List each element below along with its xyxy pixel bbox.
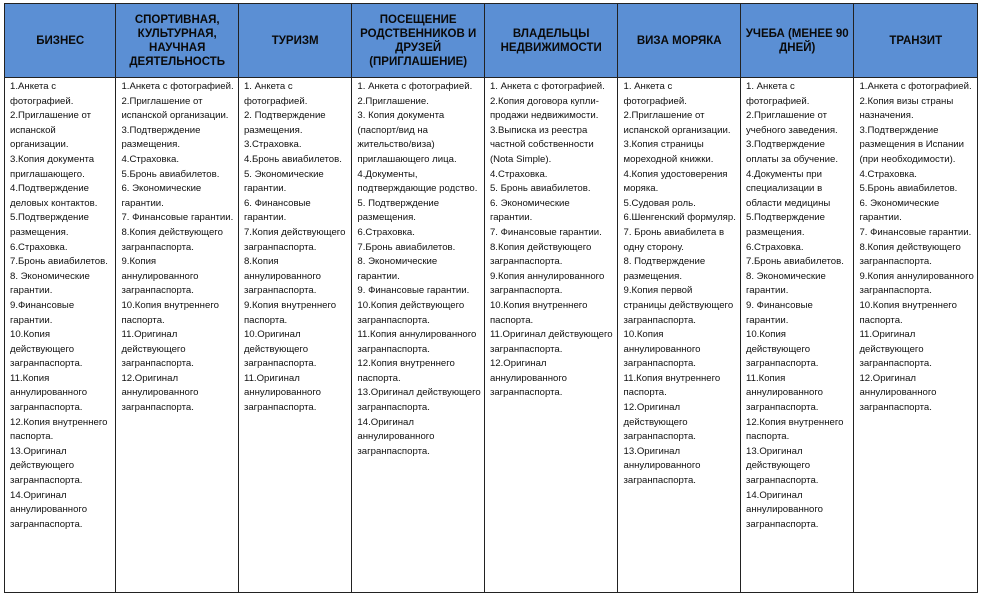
visa-documents-table-wrapper	[4, 3, 978, 593]
requirement-item: 14.Оригинал аннулированного загранпаспорта.	[745, 489, 826, 530]
column-visiting-relatives	[352, 78, 485, 593]
requirement-item: 5.Подтверждение размещения.	[10, 212, 92, 238]
requirement-item: 4.Бронь авиабилетов.	[243, 153, 342, 165]
requirement-item: 1. Анкета с фотографией.	[489, 81, 605, 92]
header-transit: ТРАНЗИТ	[854, 4, 978, 78]
requirement-item: 6. Экономические гарантии.	[489, 197, 573, 224]
requirement-item: 10.Оригинал действующего загранпаспорта.	[243, 329, 317, 370]
requirement-item: 6. Экономические гарантии.	[121, 183, 204, 209]
header-row	[5, 4, 978, 78]
requirement-item: 10.Копия внутреннего паспорта.	[859, 299, 960, 326]
column-property-owners	[484, 78, 618, 593]
requirement-item: 9.Финансовые гарантии.	[10, 299, 77, 326]
requirement-item: 9.Копия первой страницы действующего загранпаспорта.	[623, 285, 736, 326]
requirement-item: 3.Выписка из реестра частной собственности (Nota Simple).	[489, 124, 597, 165]
requirement-item: 7. Бронь авиабилета в одну сторону.	[623, 226, 727, 253]
requirement-item: 1.Анкета с фотографией.	[121, 81, 234, 92]
requirement-item: 11.Оригинал действующего загранпаспорта.	[121, 329, 194, 370]
requirement-item: 3. Копия документа (паспорт/вид на жительство/виза) приглашающего лица.	[357, 110, 457, 165]
requirement-item: 12.Оригинал аннулированного загранпаспорта.	[489, 358, 570, 399]
header-visiting-relatives: ПОСЕЩЕНИЕ РОДСТВЕННИКОВ И ДРУЗЕЙ (ПРИГЛАШЕНИЕ)	[352, 4, 485, 78]
requirement-item: 8. Экономические гарантии.	[10, 270, 93, 297]
requirement-item: 6.Страховка.	[357, 226, 415, 238]
requirement-item: 4.Страховка.	[121, 153, 179, 165]
requirement-item: 6.Страховка.	[10, 241, 68, 253]
requirement-item: 8.Копия действующего загранпаспорта.	[859, 241, 964, 268]
requirement-item: 11.Копия внутреннего паспорта.	[623, 372, 723, 399]
requirement-item: 10.Копия действующего загранпаспорта.	[745, 329, 819, 370]
requirement-item: 2.Приглашение от испанской организации.	[121, 95, 229, 122]
header-sport-culture-science: СПОРТИВНАЯ, КУЛЬТУРНАЯ, НАУЧНАЯ ДЕЯТЕЛЬНОСТЬ	[116, 4, 239, 78]
requirement-item: 13.Оригинал действующего загранпаспорта.	[745, 445, 819, 487]
requirement-item: 4.Документы при специализации в области медицины	[745, 168, 831, 209]
requirement-item: 5.Судовая роль.	[623, 197, 696, 209]
requirement-item: 10.Копия внутреннего паспорта.	[121, 299, 222, 326]
column-transit	[854, 78, 978, 593]
requirement-item: 2.Копия договора купли-продажи недвижимости.	[489, 95, 599, 122]
requirement-item: 9.Копия внутреннего паспорта.	[243, 299, 339, 326]
requirement-item: 7.Копия действующего загранпаспорта.	[243, 226, 349, 253]
requirement-item: 8.Копия действующего загранпаспорта.	[121, 226, 226, 253]
header-business: БИЗНЕС	[5, 4, 116, 78]
requirement-item: 2.Приглашение от учебного заведения.	[745, 110, 838, 136]
requirement-item: 3.Копия страницы мореходной книжки.	[623, 139, 714, 165]
requirement-item: 11.Оригинал аннулированного загранпаспорта.	[243, 372, 324, 414]
requirement-item: 7. Финансовые гарантии.	[859, 226, 972, 238]
requirement-item: 10.Копия действующего загранпаспорта.	[357, 299, 467, 326]
header-property-owners: ВЛАДЕЛЬЦЫ НЕДВИЖИМОСТИ	[484, 4, 618, 78]
requirement-item: 5.Бронь авиабилетов.	[859, 183, 958, 195]
requirement-item: 6. Экономические гарантии.	[859, 197, 942, 224]
requirement-item: 11.Копия аннулированного загранпаспорта.	[10, 372, 90, 414]
requirement-item: 2.Приглашение от испанской организации.	[10, 110, 94, 151]
requirement-item: 10.Копия внутреннего паспорта.	[489, 299, 591, 326]
requirement-item: 5. Экономические гарантии.	[243, 168, 327, 195]
requirement-item: 6.Шенгенский формуляр.	[623, 212, 736, 224]
requirement-item: 5.Бронь авиабилетов.	[121, 168, 220, 180]
column-tourism	[238, 78, 351, 593]
requirement-item: 13.Оригинал действующего загранпаспорта.	[10, 445, 83, 487]
requirement-item: 4.Подтверждение деловых контактов.	[10, 183, 98, 209]
requirement-item: 14.Оригинал аннулированного загранпаспорта.	[357, 416, 438, 457]
requirement-item: 3.Страховка.	[243, 139, 302, 151]
requirement-item: 12.Копия внутреннего паспорта.	[745, 416, 847, 443]
requirements-row	[5, 78, 978, 593]
requirement-item: 7. Финансовые гарантии.	[489, 226, 602, 238]
requirement-item: 3.Подтверждение размещения в Испании (при необходимости).	[859, 124, 967, 165]
requirement-item: 8. Экономические гарантии.	[357, 256, 440, 282]
requirement-item: 12.Оригинал аннулированного загранпаспорта.	[121, 372, 202, 414]
requirement-item: 2.Копия визы страны назначения.	[859, 95, 956, 122]
requirement-item: 10.Копия аннулированного загранпаспорта.	[623, 329, 704, 370]
column-sport-culture-science	[116, 78, 239, 593]
requirement-item: 12.Оригинал действующего загранпаспорта.	[623, 402, 696, 443]
requirement-item: 5.Подтверждение размещения.	[745, 212, 828, 238]
requirement-item: 1. Анкета с фотографией.	[243, 81, 308, 107]
requirement-item: 12.Копия внутреннего паспорта.	[357, 358, 458, 384]
requirement-item: 5. Подтверждение размещения.	[357, 197, 442, 224]
header-tourism: ТУРИЗМ	[238, 4, 351, 78]
requirement-item: 12.Копия внутреннего паспорта.	[10, 416, 111, 443]
requirement-item: 13.Оригинал аннулированного загранпаспорта.	[623, 445, 704, 487]
requirement-item: 10.Копия действующего загранпаспорта.	[10, 329, 83, 370]
requirement-item: 14.Оригинал аннулированного загранпаспорта.	[10, 489, 90, 530]
requirement-item: 8.Копия аннулированного загранпаспорта.	[243, 256, 324, 297]
column-study	[740, 78, 853, 593]
requirement-item: 11.Копия аннулированного загранпаспорта.	[357, 329, 480, 355]
requirement-item: 8. Экономические гарантии.	[745, 270, 829, 297]
requirement-item: 4.Копия удостоверения моряка.	[623, 168, 731, 195]
requirement-item: 1. Анкета с фотографией.	[745, 81, 810, 107]
column-seaman-visa	[618, 78, 741, 593]
requirement-item: 1. Анкета с фотографией.	[357, 81, 473, 92]
requirement-item: 1.Анкета с фотографией.	[859, 81, 972, 92]
requirement-item: 9. Финансовые гарантии.	[745, 299, 816, 326]
requirement-item: 4.Страховка.	[859, 168, 917, 180]
requirement-item: 9. Финансовые гарантии.	[357, 285, 470, 297]
requirement-item: 2.Приглашение.	[357, 95, 429, 107]
requirement-item: 6.Страховка.	[745, 241, 804, 253]
requirement-item: 2. Подтверждение размещения.	[243, 110, 329, 136]
requirement-item: 8.Копия действующего загранпаспорта.	[489, 241, 595, 268]
requirement-item: 2.Приглашение от испанской организации.	[623, 110, 731, 136]
requirement-item: 6. Финансовые гарантии.	[243, 197, 314, 224]
requirement-item: 11.Оригинал действующего загранпаспорта.	[859, 329, 932, 370]
requirement-item: 5. Бронь авиабилетов.	[489, 183, 591, 195]
requirement-item: 11.Оригинал действующего загранпаспорта.	[489, 329, 616, 355]
requirement-item: 1.Анкета с фотографией.	[10, 81, 74, 107]
requirement-item: 9.Копия аннулированного загранпаспорта.	[489, 270, 607, 297]
requirement-item: 12.Оригинал аннулированного загранпаспорта.	[859, 372, 940, 414]
requirement-item: 7.Бронь авиабилетов.	[357, 241, 456, 253]
requirement-item: 7. Финансовые гарантии.	[121, 212, 234, 224]
requirement-item: 3.Копия документа приглашающего.	[10, 153, 97, 180]
requirement-item: 8. Подтверждение размещения.	[623, 256, 708, 282]
column-business	[5, 78, 116, 593]
header-study: УЧЕБА (МЕНЕЕ 90 ДНЕЙ)	[740, 4, 853, 78]
requirement-item: 4.Документы, подтверждающие родство.	[357, 168, 478, 195]
requirement-item: 9.Копия аннулированного загранпаспорта.	[859, 270, 977, 297]
requirement-item: 7.Бронь авиабилетов.	[10, 256, 108, 268]
requirement-item: 13.Оригинал действующего загранпаспорта.	[357, 387, 484, 414]
requirement-item: 9.Копия аннулированного загранпаспорта.	[121, 256, 202, 297]
requirement-item: 3.Подтверждение оплаты за обучение.	[745, 139, 839, 165]
requirement-item: 3.Подтверждение размещения.	[121, 124, 204, 151]
header-seaman-visa: ВИЗА МОРЯКА	[618, 4, 741, 78]
visa-documents-table	[4, 3, 978, 593]
requirement-item: 1. Анкета с фотографией.	[623, 81, 687, 107]
requirement-item: 7.Бронь авиабилетов.	[745, 256, 844, 268]
requirement-item: 4.Страховка.	[489, 168, 548, 180]
requirement-item: 11.Копия аннулированного загранпаспорта.	[745, 372, 826, 414]
